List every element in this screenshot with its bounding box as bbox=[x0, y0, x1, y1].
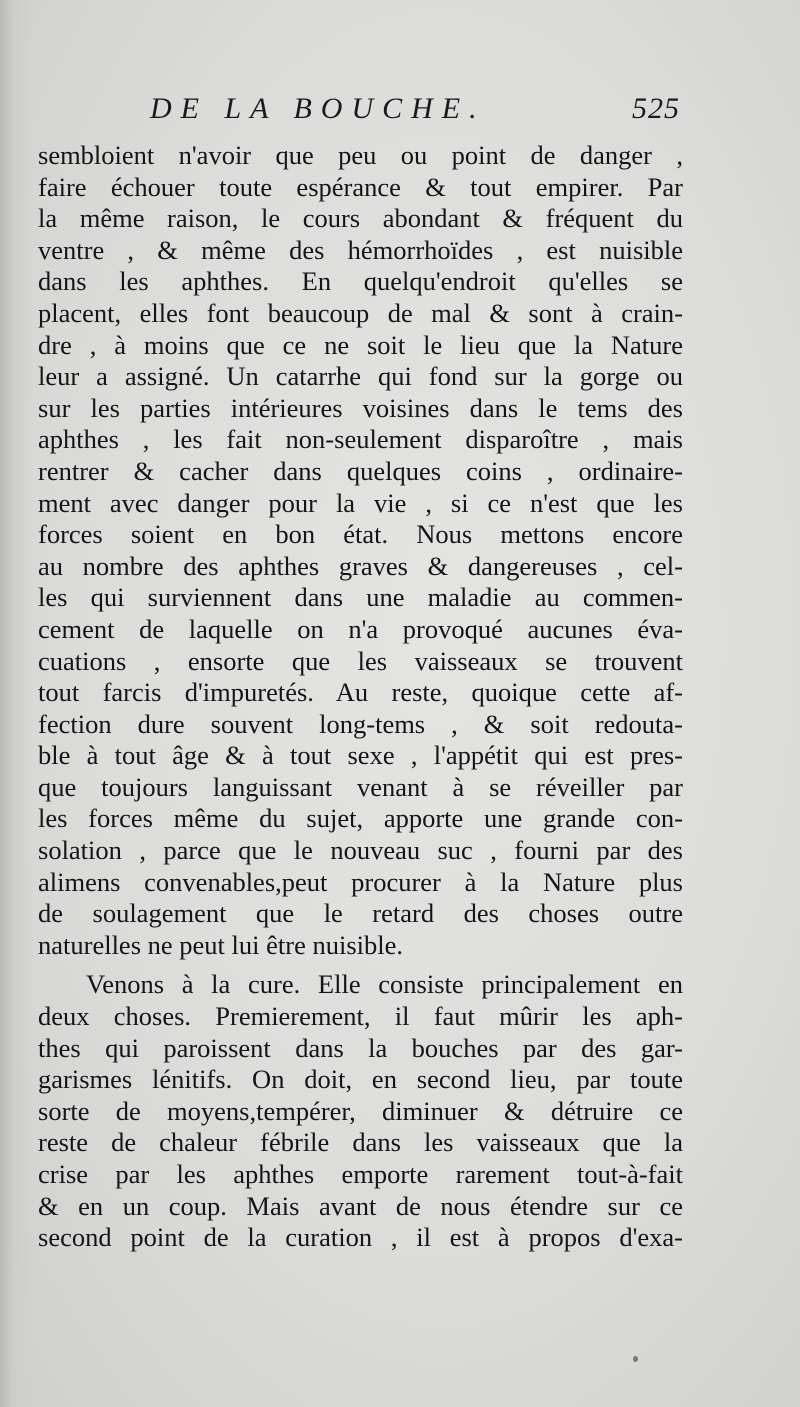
text-line: sembloient n'avoir que peu ou point de danger , bbox=[38, 140, 683, 170]
text-line: crise par les aphthes emporte rarement tout-à-fait bbox=[38, 1159, 683, 1189]
text-line: dre , à moins que ce ne soit le lieu que la Nature bbox=[38, 329, 683, 360]
ink-speck bbox=[633, 1356, 638, 1362]
text-line: placent, elles font beaucoup de mal & sont à crain- bbox=[38, 297, 683, 328]
text-line: garismes lénitifs. On doit, en second lieu, par toute bbox=[38, 1064, 683, 1095]
text-line: ble à tout âge & à tout sexe , l'appétit qui est pres- bbox=[38, 740, 683, 771]
text-line: ment avec danger pour la vie , si ce n'est que les bbox=[38, 487, 683, 518]
text-line: ventre , & même des hémorrhoïdes , est nuisible bbox=[38, 234, 683, 265]
gutter-shadow bbox=[0, 0, 34, 1407]
text-line: faire échouer toute espérance & tout empirer. Par bbox=[38, 171, 683, 202]
text-line: dans les aphthes. En quelqu'endroit qu'elles se bbox=[38, 266, 683, 297]
text-line: reste de chaleur fébrile dans les vaisseaux que la bbox=[38, 1127, 683, 1158]
text-line: alimens convenables,peut procurer à la Nature plus bbox=[38, 866, 683, 897]
paragraph-1 bbox=[38, 140, 683, 961]
text-line: Venons à la cure. Elle consiste principalement en bbox=[86, 969, 683, 1000]
text-line: solation , parce que le nouveau suc , fourni par des bbox=[38, 835, 683, 866]
paragraph-2 bbox=[38, 969, 683, 1253]
paragraph-gap bbox=[38, 961, 683, 969]
text-line: cement de laquelle on n'a provoqué aucunes éva- bbox=[38, 613, 683, 644]
running-title: DE LA BOUCHE. bbox=[150, 92, 486, 125]
text-line: rentrer & cacher dans quelques coins , ordinaire- bbox=[38, 455, 683, 486]
text-line: que toujours languissant venant à se réveiller par bbox=[38, 771, 683, 802]
text-line: forces soient en bon état. Nous mettons encore bbox=[38, 519, 683, 550]
text-line: les qui surviennent dans une maladie au commen- bbox=[38, 582, 683, 613]
page-number: 525 bbox=[632, 92, 680, 125]
text-line: leur a assigné. Un catarrhe qui fond sur la gorge ou bbox=[38, 361, 683, 392]
text-line: la même raison, le cours abondant & fréquent du bbox=[38, 203, 683, 234]
running-head bbox=[150, 92, 680, 138]
text-line: au nombre des aphthes graves & dangereuses , cel- bbox=[38, 550, 683, 581]
text-line: fection dure souvent long-tems , & soit redouta- bbox=[38, 708, 683, 739]
text-line: & en un coup. Mais avant de nous étendre sur ce bbox=[38, 1190, 683, 1221]
text-line: sur les parties intérieures voisines dans le tems des bbox=[38, 392, 683, 423]
text-line: les forces même du sujet, apporte une grande con- bbox=[38, 803, 683, 834]
text-line: de soulagement que le retard des choses outre bbox=[38, 898, 683, 929]
text-line: aphthes , les fait non-seulement disparoître , mais bbox=[38, 424, 683, 455]
text-line: deux choses. Premierement, il faut mûrir les aph- bbox=[38, 1001, 683, 1032]
text-line: second point de la curation , il est à propos d'exa- bbox=[38, 1222, 683, 1253]
text-line: cuations , ensorte que les vaisseaux se trouvent bbox=[38, 645, 683, 676]
text-line: sorte de moyens,tempérer, diminuer & détruire ce bbox=[38, 1095, 683, 1126]
body-text bbox=[38, 140, 683, 1254]
text-line: tout farcis d'impuretés. Au reste, quoique cette af- bbox=[38, 677, 683, 708]
text-line: thes qui paroissent dans la bouches par des gar- bbox=[38, 1032, 683, 1063]
text-line: naturelles ne peut lui être nuisible. bbox=[38, 929, 403, 960]
